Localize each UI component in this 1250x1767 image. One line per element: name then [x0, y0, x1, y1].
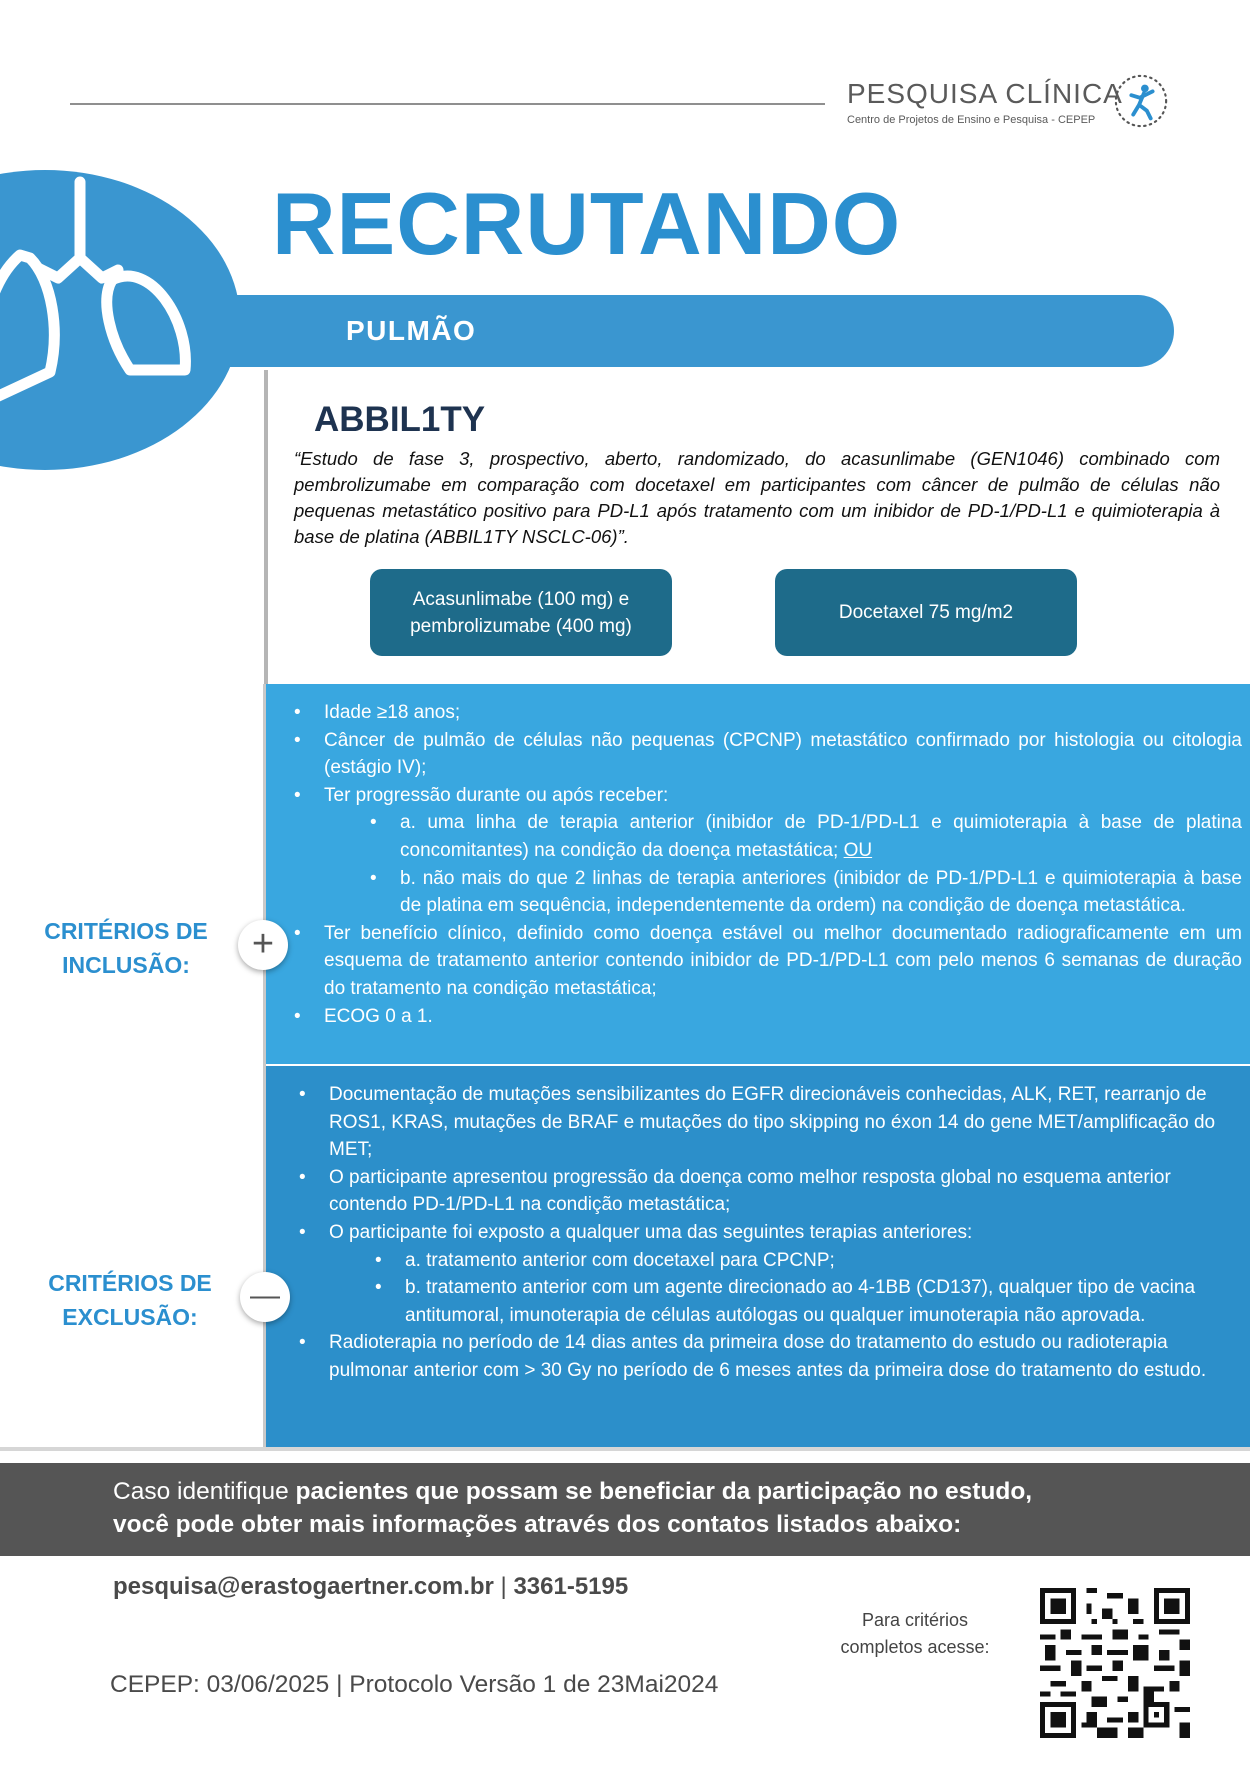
criteria-sublist: [329, 1247, 1229, 1330]
heading-line: EXCLUSÃO:: [62, 1304, 198, 1330]
lungs-badge: [0, 170, 240, 470]
criteria-item: [324, 782, 1242, 920]
lungs-icon: [0, 170, 240, 470]
qr-code-icon[interactable]: [1040, 1588, 1190, 1738]
arm-label-line: Acasunlimabe (100 mg) e: [412, 588, 630, 610]
note-line: completos acesse:: [840, 1637, 990, 1657]
criteria-item: • Radioterapia no período de 14 dias antes da primeira dose do tratamento do estudo ou radioterapia pulmonar anterior com > 30 Gy no período de 6 meses antes da primeira dose do tratamento do estudo.: [329, 1329, 1229, 1384]
contact-intro-emphasis: pacientes que possam se beneficiar da participação no estudo,: [295, 1478, 1033, 1505]
inclusion-criteria-heading: [26, 914, 226, 982]
or-keyword: OU: [843, 839, 873, 861]
phone-number[interactable]: 3361-5195: [513, 1573, 629, 1600]
arm-label-line: pembrolizumabe (400 mg): [410, 615, 632, 637]
criteria-subitem: • a. tratamento anterior com docetaxel para CPCNP;: [405, 1247, 1229, 1275]
study-name: ABBIL1TY: [314, 400, 486, 439]
criteria-subitem-text: a. uma linha de terapia anterior (inibidor de PD-1/PD-L1 e quimioterapia à base de platina concomitantes) na condição da doença metastática;: [400, 812, 1242, 861]
contact-banner: [0, 1463, 1250, 1556]
arm-label-line: Docetaxel 75 mg/m2: [838, 602, 1014, 623]
heading-line: CRITÉRIOS DE: [48, 1270, 212, 1296]
note-line: Para critérios: [861, 1610, 969, 1630]
exclusion-criteria-heading: [30, 1266, 230, 1334]
treatment-arm-acasunlimabe: [370, 569, 672, 656]
page-title: RECRUTANDO: [272, 174, 902, 273]
contact-intro-emphasis: você pode obter mais informações através dos contatos listados abaixo:: [113, 1511, 962, 1538]
criteria-item-text: Ter progressão durante ou após receber:: [324, 784, 669, 806]
criteria-item: • Câncer de pulmão de células não pequenas (CPCNP) metastático confirmado por histologia ou citologia (estágio IV);: [324, 727, 1242, 782]
heading-line: CRITÉRIOS DE: [44, 918, 208, 944]
brand-title: PESQUISA CLÍNICA: [847, 78, 1123, 109]
header-divider: [70, 103, 825, 105]
vertical-divider: [264, 370, 268, 688]
criteria-item: • ECOG 0 a 1.: [324, 1003, 1242, 1031]
criteria-item: • Ter benefício clínico, definido como doença estável ou melhor documentado radiograficamente em um esquema de tratamento anterior contendo inibidor de PD-1/PD-L1 com pelo menos 6 semanas de duração do tratamento na condição metastática;: [324, 920, 1242, 1003]
exclusion-criteria-list: [329, 1081, 1229, 1385]
criteria-item: • Documentação de mutações sensibilizantes do EGFR direcionáveis conhecidas, ALK, RET, rearranjo de ROS1, KRAS, mutações de BRAF e mutações do tipo skipping no éxon 14 do gene MET/amplificação do MET;: [329, 1081, 1229, 1164]
heading-line: INCLUSÃO:: [62, 952, 190, 978]
study-description: “Estudo de fase 3, prospectivo, aberto, randomizado, do acasunlimabe (GEN1046) combinado com pembrolizumabe em comparação com docetaxel em participantes com câncer de pulmão de células não pequenas metastático positivo para PD-L1 após tratamento com um inibidor de PD-1/PD-L1 e quimioterapia à base de platina (ABBIL1TY NSCLC-06)”.: [294, 448, 1220, 547]
brand-logo: [847, 78, 1177, 138]
category-banner: [228, 295, 1174, 367]
criteria-item: • O participante apresentou progressão da doença como melhor resposta global no esquema anterior contendo PD-1/PD-L1 na condição metastática;: [329, 1164, 1229, 1219]
criteria-item: • Idade ≥18 anos;: [324, 699, 1242, 727]
full-criteria-note: [820, 1607, 1010, 1661]
criteria-item: [329, 1219, 1229, 1329]
email-link[interactable]: pesquisa@erastogaertner.com.br: [113, 1573, 494, 1600]
brand-subtitle: Centro de Projetos de Ensino e Pesquisa - CEPEP: [847, 114, 1096, 126]
criteria-sublist: [324, 809, 1242, 919]
minus-icon: —: [240, 1272, 290, 1322]
criteria-subitem: • b. não mais do que 2 linhas de terapia anteriores (inibidor de PD-1/PD-L1 e quimioterapia à base de platina em sequência, independentemente da ordem) na condição de doença metastática.: [400, 865, 1242, 920]
runner-figure-icon: [1112, 72, 1170, 130]
protocol-version: CEPEP: 03/06/2025 | Protocolo Versão 1 de 23Mai2024: [110, 1671, 719, 1698]
criteria-item-text: O participante foi exposto a qualquer uma das seguintes terapias anteriores:: [329, 1221, 973, 1243]
contact-intro: [113, 1475, 1213, 1541]
contact-intro-text: Caso identifique: [113, 1478, 296, 1505]
contact-line: [113, 1573, 628, 1601]
inclusion-criteria-list: [324, 699, 1242, 1030]
panel-shadow: [0, 1447, 1250, 1451]
criteria-subitem: • b. tratamento anterior com um agente direcionado ao 4-1BB (CD137), qualquer tipo de vacina antitumoral, imunoterapia de células autólogas ou qualquer imunoterapia não aprovada.: [405, 1274, 1229, 1329]
separator: |: [493, 1573, 514, 1600]
plus-icon: +: [238, 920, 288, 970]
treatment-arm-docetaxel: [775, 569, 1077, 656]
criteria-subitem: [400, 809, 1242, 864]
category-label: PULMÃO: [346, 315, 477, 346]
